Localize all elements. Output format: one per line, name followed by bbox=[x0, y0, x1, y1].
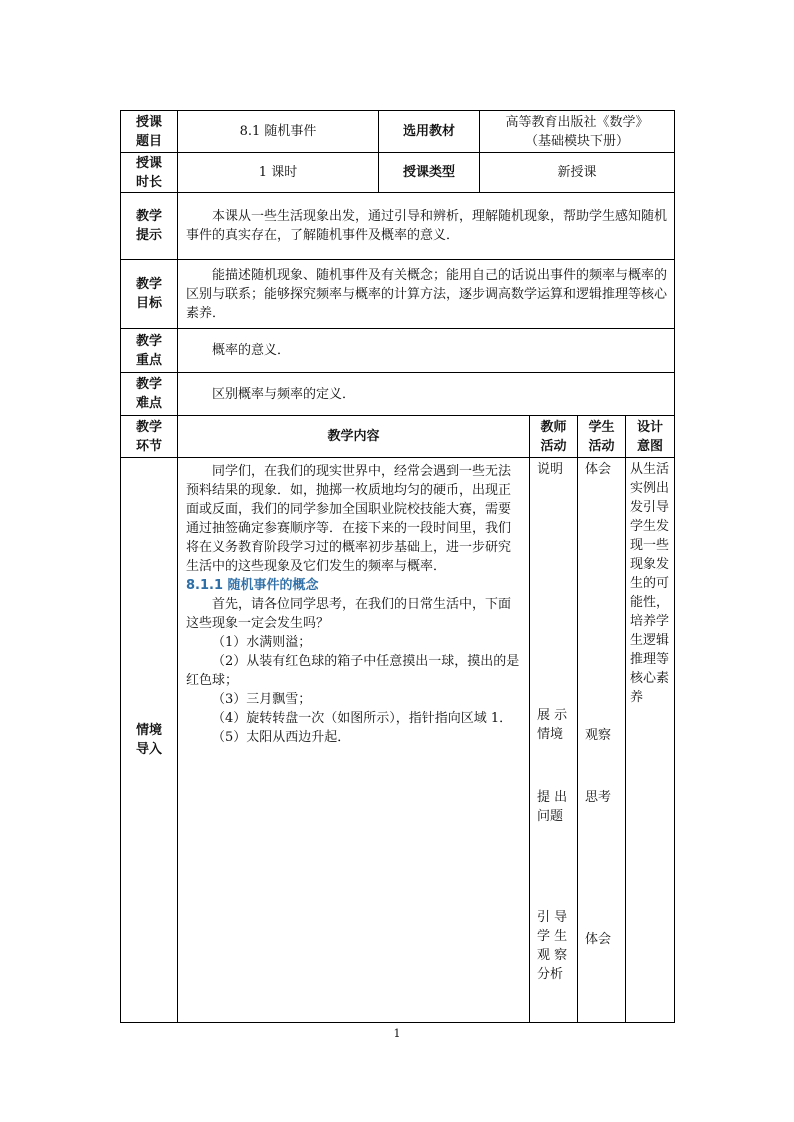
teaching-goals-label: 教学目标 bbox=[121, 260, 178, 329]
list-item: （5）太阳从西边升起． bbox=[212, 730, 351, 745]
teacher-activity-header: 教师活动 bbox=[530, 416, 578, 458]
row-activity-header bbox=[121, 416, 675, 458]
stage-header: 教学环节 bbox=[121, 416, 178, 458]
student-activity-item: 思考 bbox=[585, 790, 612, 805]
teaching-goals-text: 能描述随机现象、随机事件及有关概念；能用自己的话说出事件的频率与概率的区别与联系；能够探究频率与概率的计算方法，逐步调高数学运算和逻辑推理等核心素养． bbox=[178, 260, 675, 329]
teacher-activity-item: 提 出 问题 bbox=[537, 790, 568, 824]
row-key-points bbox=[121, 329, 675, 373]
intro-paragraph-2: 首先，请各位同学思考，在我们的日常生活中，下面这些现象一定会发生吗？ bbox=[186, 597, 512, 631]
row-difficulties bbox=[121, 373, 675, 416]
key-points-label: 教学重点 bbox=[121, 329, 178, 373]
row-teaching-tips bbox=[121, 193, 675, 260]
list-item: （3）三月飘雪； bbox=[212, 692, 312, 707]
textbook-label: 选用教材 bbox=[379, 111, 480, 153]
student-activity-header: 学生活动 bbox=[578, 416, 626, 458]
row-intro bbox=[121, 458, 675, 1023]
difficulties-text: 区别概率与频率的定义． bbox=[178, 373, 675, 416]
textbook-value-line1: 高等教育出版社《数学》 bbox=[505, 114, 649, 130]
type-value: 新授课 bbox=[480, 153, 675, 193]
design-intent-text: 从生活实例出发引导学生发现一些现象发生的可能性，培养学生逻辑推理等核心素养 bbox=[626, 458, 675, 1023]
design-intent-header: 设计意图 bbox=[626, 416, 675, 458]
section-heading-random-event: 8.1.1 随机事件的概念 bbox=[186, 578, 319, 593]
teacher-activity-item: 说明 bbox=[537, 462, 564, 477]
list-item: （2）从装有红色球的箱子中任意摸出一球，摸出的是红色球； bbox=[186, 654, 520, 688]
key-points-text: 概率的意义． bbox=[178, 329, 675, 373]
topic-value: 8.1 随机事件 bbox=[178, 111, 379, 153]
list-item: （1）水满则溢； bbox=[212, 635, 312, 650]
intro-stage-label: 情境导入 bbox=[121, 458, 178, 1023]
textbook-value-line2: （基础模块下册） bbox=[525, 133, 630, 149]
student-activity-cell bbox=[578, 458, 626, 1023]
lesson-plan-table bbox=[120, 110, 675, 1023]
teaching-tips-label: 教学提示 bbox=[121, 193, 178, 260]
topic-label: 授课题目 bbox=[121, 111, 178, 153]
intro-content bbox=[178, 458, 530, 1023]
teacher-activity-item: 引 导 学 生 观 察 分析 bbox=[537, 910, 568, 982]
student-activity-item: 体会 bbox=[585, 462, 612, 477]
difficulties-label: 教学难点 bbox=[121, 373, 178, 416]
page-number: 1 bbox=[393, 1027, 401, 1040]
row-teaching-goals bbox=[121, 260, 675, 329]
student-activity-item: 观察 bbox=[585, 728, 612, 743]
teacher-activity-item: 展 示 情境 bbox=[537, 708, 568, 742]
teacher-activity-cell bbox=[530, 458, 578, 1023]
intro-paragraph-1: 同学们，在我们的现实世界中，经常会遇到一些无法预料结果的现象．如，抛掷一枚质地均匀的硬币，出现正面或反面，我们的同学参加全国职业院校技能大赛，需要通过抽签确定参赛顺序等．在接下来的一段时间里，我们将在义务教育阶段学习过的概率初步基础上，进一步研究生活中的这些现象及它们发生的频率与概率． bbox=[186, 464, 512, 574]
content-header: 教学内容 bbox=[178, 416, 530, 458]
teaching-tips-text: 本课从一些生活现象出发，通过引导和辨析，理解随机现象，帮助学生感知随机事件的真实存在，了解随机事件及概率的意义． bbox=[178, 193, 675, 260]
duration-value: 1 课时 bbox=[178, 153, 379, 193]
list-item: （4）旋转转盘一次（如图所示），指针指向区域 1． bbox=[212, 711, 513, 726]
textbook-value bbox=[480, 111, 675, 153]
row-topic bbox=[121, 111, 675, 153]
student-activity-item: 体会 bbox=[585, 932, 612, 947]
duration-label: 授课时长 bbox=[121, 153, 178, 193]
row-duration bbox=[121, 153, 675, 193]
type-label: 授课类型 bbox=[379, 153, 480, 193]
